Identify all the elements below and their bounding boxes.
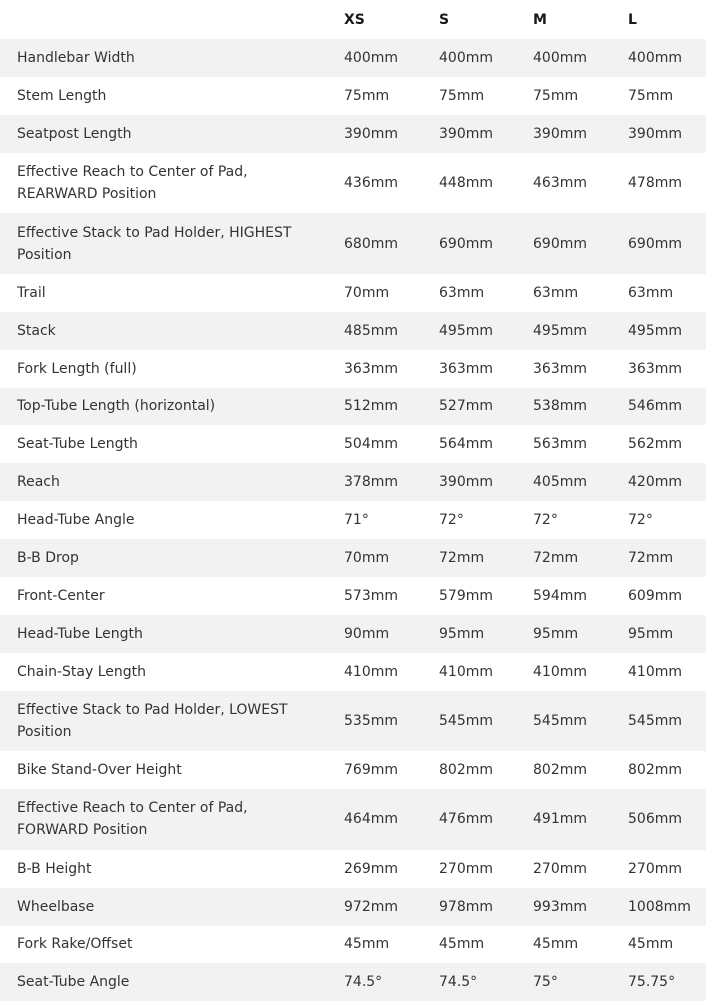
value-s: 63mm [439,284,485,301]
value-xs: 485mm [344,322,398,339]
value-xs: 74.5° [344,974,383,991]
value-s: 579mm [439,587,493,604]
value-l: 95mm [628,625,674,642]
value-l: 400mm [628,49,682,66]
table-row [0,77,706,115]
value-xs: 363mm [344,360,398,377]
value-s: 390mm [439,474,493,491]
value-m: 75° [533,974,558,991]
value-s: 978mm [439,898,493,915]
value-m: 45mm [533,936,579,953]
value-s: 270mm [439,860,493,877]
row-label: Trail [17,284,46,301]
value-l: 72mm [628,550,674,567]
row-label: Head-Tube Angle [17,512,135,529]
value-m: 495mm [533,322,587,339]
value-m: 75mm [533,87,579,104]
row-label: Handlebar Width [17,49,135,66]
value-xs: 972mm [344,898,398,915]
value-xs: 90mm [344,625,390,642]
value-xs: 378mm [344,474,398,491]
value-s: 495mm [439,322,493,339]
value-xs: 769mm [344,762,398,779]
value-xs: 436mm [344,174,398,191]
value-s: 564mm [439,436,493,453]
table-row [0,425,706,463]
row-label: B-B Height [17,860,92,877]
value-s: 410mm [439,663,493,680]
size-header-l: L [628,11,637,28]
value-m: 545mm [533,712,587,729]
value-m: 72° [533,512,558,529]
value-l: 410mm [628,663,682,680]
value-l: 1008mm [628,898,691,915]
value-s: 45mm [439,936,485,953]
table-row [0,653,706,691]
value-m: 802mm [533,762,587,779]
value-m: 400mm [533,49,587,66]
value-s: 545mm [439,712,493,729]
row-label: Top-Tube Length (horizontal) [17,398,216,415]
value-m: 410mm [533,663,587,680]
row-label: Stem Length [17,87,107,104]
row-label: Fork Rake/Offset [17,936,133,953]
row-label: Seatpost Length [17,125,132,142]
table-row [0,615,706,653]
value-m: 563mm [533,436,587,453]
table-row [0,577,706,615]
value-xs: 512mm [344,398,398,415]
value-xs: 464mm [344,811,398,828]
table-row [0,388,706,426]
table-row [0,850,706,888]
table-row [0,274,706,312]
value-s: 72mm [439,550,485,567]
value-xs: 269mm [344,860,398,877]
row-label: Stack [17,322,56,339]
table-row [0,691,706,752]
value-l: 390mm [628,125,682,142]
row-label: Reach [17,474,60,491]
value-xs: 573mm [344,587,398,604]
value-l: 72° [628,512,653,529]
value-s: 363mm [439,360,493,377]
value-m: 538mm [533,398,587,415]
table-row [0,926,706,964]
row-label: Effective Stack to Pad Holder, LOWEST Position [17,701,288,740]
value-s: 448mm [439,174,493,191]
table-row [0,39,706,77]
value-m: 463mm [533,174,587,191]
value-s: 75mm [439,87,485,104]
row-label: Effective Reach to Center of Pad, FORWARD Position [17,800,248,839]
value-s: 390mm [439,125,493,142]
value-m: 405mm [533,474,587,491]
table-header [0,0,706,39]
value-s: 802mm [439,762,493,779]
value-xs: 70mm [344,284,390,301]
value-s: 690mm [439,235,493,252]
value-l: 45mm [628,936,674,953]
table-row [0,501,706,539]
table-row [0,312,706,350]
value-m: 63mm [533,284,579,301]
value-l: 363mm [628,360,682,377]
row-label: Seat-Tube Angle [17,974,130,991]
value-s: 476mm [439,811,493,828]
table-row [0,539,706,577]
value-l: 495mm [628,322,682,339]
row-label: B-B Drop [17,550,79,567]
row-label: Wheelbase [17,898,95,915]
value-l: 545mm [628,712,682,729]
value-m: 690mm [533,235,587,252]
value-xs: 410mm [344,663,398,680]
value-l: 690mm [628,235,682,252]
row-label: Front-Center [17,587,105,604]
value-l: 75.75° [628,974,676,991]
value-m: 363mm [533,360,587,377]
value-l: 63mm [628,284,674,301]
value-xs: 535mm [344,712,398,729]
value-xs: 71° [344,512,369,529]
value-m: 72mm [533,550,579,567]
size-header-xs: XS [344,11,365,28]
value-l: 546mm [628,398,682,415]
table-row [0,751,706,789]
row-label: Effective Reach to Center of Pad, REARWARD Position [17,163,248,202]
value-s: 72° [439,512,464,529]
header-row [0,0,706,39]
table-row [0,789,706,850]
row-label: Fork Length (full) [17,360,137,377]
value-xs: 45mm [344,936,390,953]
value-s: 527mm [439,398,493,415]
value-xs: 680mm [344,235,398,252]
value-m: 993mm [533,898,587,915]
value-m: 95mm [533,625,579,642]
value-l: 75mm [628,87,674,104]
table-row [0,213,706,274]
value-xs: 390mm [344,125,398,142]
table-row [0,350,706,388]
value-l: 506mm [628,811,682,828]
header-label-cell [0,0,326,39]
table-row [0,115,706,153]
table-body [0,39,706,1001]
value-xs: 70mm [344,550,390,567]
value-m: 491mm [533,811,587,828]
value-l: 802mm [628,762,682,779]
table-row [0,463,706,501]
value-s: 400mm [439,49,493,66]
row-label: Seat-Tube Length [17,436,138,453]
value-m: 594mm [533,587,587,604]
row-label: Head-Tube Length [17,625,143,642]
value-s: 95mm [439,625,485,642]
value-l: 270mm [628,860,682,877]
value-m: 390mm [533,125,587,142]
value-m: 270mm [533,860,587,877]
value-l: 420mm [628,474,682,491]
value-s: 74.5° [439,974,478,991]
row-label: Effective Stack to Pad Holder, HIGHEST Position [17,224,292,263]
row-label: Bike Stand-Over Height [17,762,182,779]
table-row [0,963,706,1001]
value-xs: 75mm [344,87,390,104]
row-label: Chain-Stay Length [17,663,147,680]
table-row [0,153,706,214]
value-l: 562mm [628,436,682,453]
value-l: 478mm [628,174,682,191]
value-l: 609mm [628,587,682,604]
value-xs: 504mm [344,436,398,453]
size-header-m: M [533,11,547,28]
table-row [0,888,706,926]
value-xs: 400mm [344,49,398,66]
size-header-s: S [439,11,450,28]
